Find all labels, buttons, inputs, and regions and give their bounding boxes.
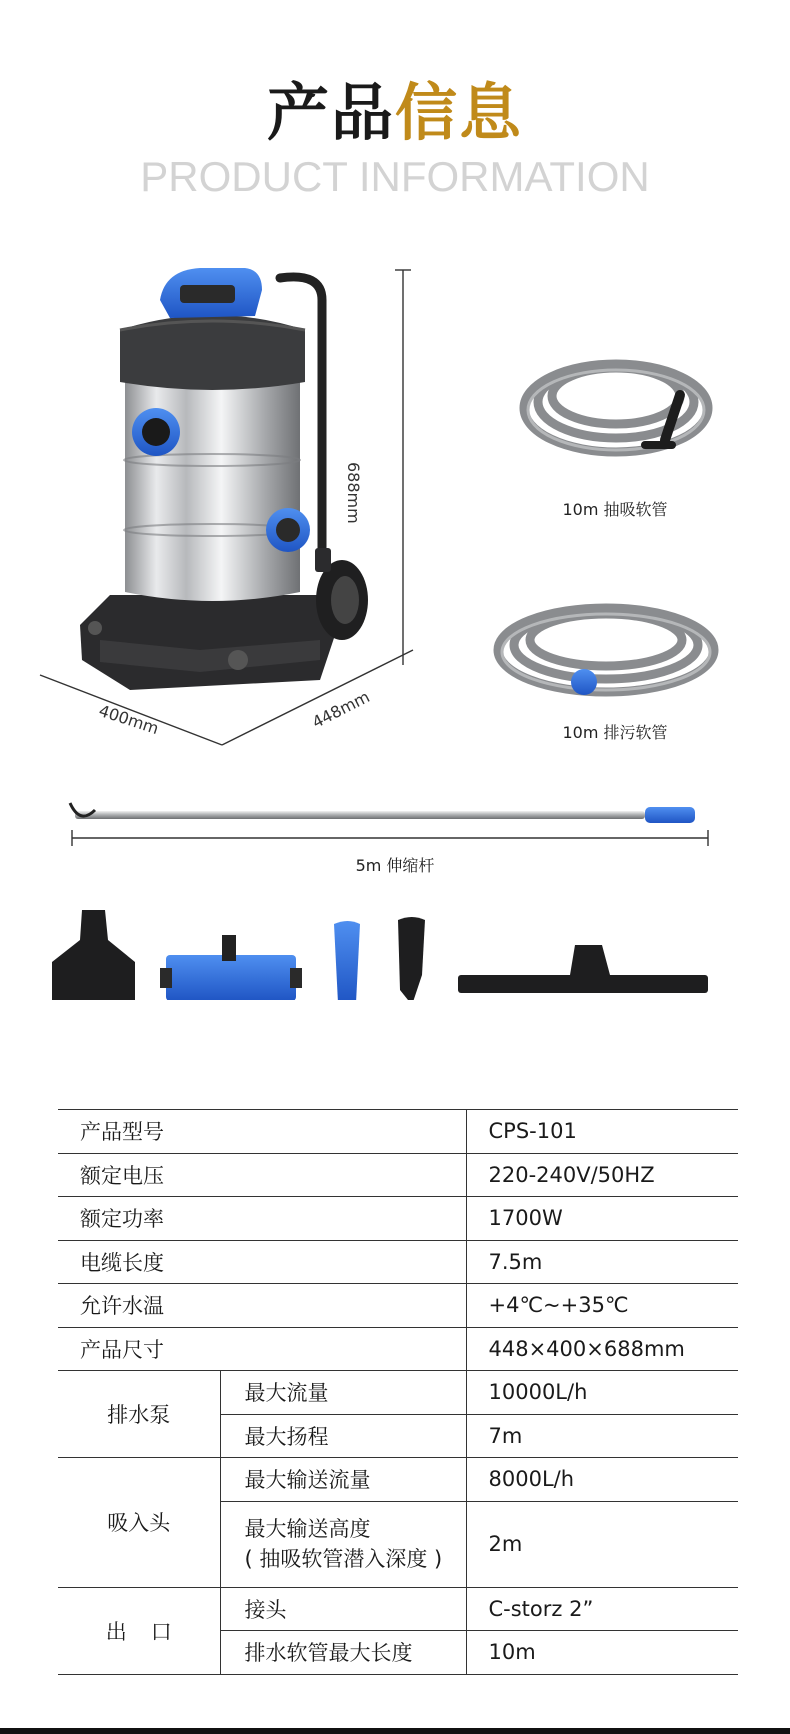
page-subtitle: PRODUCT INFORMATION (140, 153, 650, 200)
title-part2: 信息 (395, 76, 524, 149)
spec-label: 产品型号 (58, 1110, 466, 1154)
table-row (58, 1371, 738, 1415)
spec-value: CPS-101 (466, 1110, 738, 1154)
spec-table (58, 1109, 738, 1675)
spec-value: 7m (466, 1414, 738, 1458)
spec-value: 10m (466, 1631, 738, 1675)
vacuum-cleaner (80, 268, 368, 690)
spec-value: C-storz 2” (466, 1587, 738, 1631)
spec-label-line1: 最大输送高度 (244, 1517, 371, 1541)
spec-label: 额定功率 (58, 1197, 466, 1241)
spec-value: 7.5m (466, 1240, 738, 1284)
spec-value: 2m (466, 1501, 738, 1587)
spec-label: 接头 (220, 1587, 466, 1631)
spec-group-inlet: 吸入头 (58, 1458, 220, 1588)
spec-group-pump: 排水泵 (58, 1371, 220, 1458)
table-row (58, 1153, 738, 1197)
spec-label: 电缆长度 (58, 1240, 466, 1284)
spec-value: 1700W (466, 1197, 738, 1241)
width-dimension-label: 400mm (96, 700, 162, 739)
table-row (58, 1197, 738, 1241)
bottom-divider (0, 1728, 790, 1734)
spec-label: 产品尺寸 (58, 1327, 466, 1371)
table-row (58, 1110, 738, 1154)
spec-value: 448×400×688mm (466, 1327, 738, 1371)
nozzle-accessories (52, 910, 708, 1000)
title-part1: 产品 (266, 76, 395, 149)
spec-label: 允许水温 (58, 1284, 466, 1328)
table-row (58, 1240, 738, 1284)
spec-label: 最大扬程 (220, 1414, 466, 1458)
table-row (58, 1587, 738, 1631)
spec-value: 8000L/h (466, 1458, 738, 1502)
depth-dimension-label: 448mm (309, 687, 373, 732)
drain-hose-image (498, 608, 714, 695)
table-row (58, 1458, 738, 1502)
spec-value: +4℃~+35℃ (466, 1284, 738, 1328)
spec-label: 排水软管最大长度 (220, 1631, 466, 1675)
spec-label-line2: ( 抽吸软管潜入深度 ) (244, 1547, 443, 1571)
suction-hose-image (524, 364, 708, 452)
drain-hose-caption: 10m 排污软管 (562, 723, 668, 742)
telescopic-rod-caption: 5m 伸缩杆 (355, 856, 435, 875)
spec-label (220, 1501, 466, 1587)
suction-hose-caption: 10m 抽吸软管 (562, 500, 668, 519)
spec-group-outlet: 出口 (58, 1587, 220, 1674)
table-row (58, 1284, 738, 1328)
spec-label: 最大输送流量 (220, 1458, 466, 1502)
telescopic-rod-image (70, 803, 708, 846)
spec-label: 额定电压 (58, 1153, 466, 1197)
spec-value: 220-240V/50HZ (466, 1153, 738, 1197)
spec-value: 10000L/h (466, 1371, 738, 1415)
height-dimension-label: 688mm (344, 462, 363, 524)
spec-label: 最大流量 (220, 1371, 466, 1415)
table-row (58, 1327, 738, 1371)
